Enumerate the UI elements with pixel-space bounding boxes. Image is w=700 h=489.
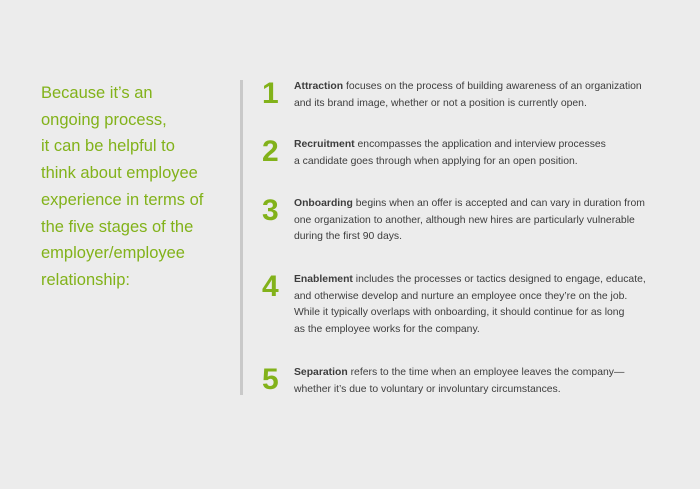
stage-line xyxy=(294,196,684,213)
stage-description xyxy=(294,137,684,170)
stage-number: 2 xyxy=(262,135,279,168)
stage-line: whether it’s due to voluntary or involuntary circumstances. xyxy=(294,383,561,395)
stage-line-text: refers to the time when an employee leaves the company— xyxy=(347,367,625,378)
stage-line: While it typically overlaps with onboarding, it should continue for as long xyxy=(294,307,625,319)
stage-line xyxy=(294,272,684,289)
stage-line-text: includes the processes or tactics designed to engage, educate, xyxy=(352,274,646,285)
stage-title: Attraction xyxy=(294,81,344,92)
intro-text xyxy=(41,80,231,294)
stage-title: Recruitment xyxy=(294,139,355,150)
stage-description xyxy=(294,272,684,339)
stage-title: Onboarding xyxy=(294,198,353,209)
stage-line: as the employee works for the company. xyxy=(294,324,480,336)
stages-list xyxy=(262,0,682,489)
stage-line: and otherwise develop and nurture an employee once they’re on the job. xyxy=(294,290,628,302)
stage-line xyxy=(294,137,684,154)
intro-line: the five stages of the xyxy=(41,217,194,236)
intro-line: it can be helpful to xyxy=(41,137,175,156)
stage-number: 5 xyxy=(262,363,279,396)
stage-title: Enablement xyxy=(294,274,353,285)
vertical-divider xyxy=(240,80,243,395)
intro-line: relationship: xyxy=(41,270,130,289)
intro-line: experience in terms of xyxy=(41,190,204,209)
stage-number: 1 xyxy=(262,77,279,110)
stage-line-text: focuses on the process of building awareness of an organization xyxy=(343,81,642,92)
stage-title: Separation xyxy=(294,367,348,378)
stage-line: one organization to another, although new hires are particularly vulnerable xyxy=(294,214,635,226)
stage-line-text: begins when an offer is accepted and can vary in duration from xyxy=(352,198,645,209)
intro-line: employer/employee xyxy=(41,244,185,263)
stage-number: 3 xyxy=(262,194,279,227)
stage-line-text: encompasses the application and interview processes xyxy=(354,139,606,150)
intro-line: think about employee xyxy=(41,164,198,183)
stage-line: and its brand image, whether or not a position is currently open. xyxy=(294,97,587,109)
intro-line: Because it’s an xyxy=(41,84,153,102)
stage-line: a candidate goes through when applying for an open position. xyxy=(294,155,578,167)
stage-description xyxy=(294,365,684,398)
stage-line: during the first 90 days. xyxy=(294,231,403,243)
stage-description xyxy=(294,79,684,112)
stage-description xyxy=(294,196,684,246)
stage-line xyxy=(294,365,684,382)
stage-number: 4 xyxy=(262,270,279,303)
stage-line xyxy=(294,79,684,96)
intro-line: ongoing process, xyxy=(41,110,167,129)
